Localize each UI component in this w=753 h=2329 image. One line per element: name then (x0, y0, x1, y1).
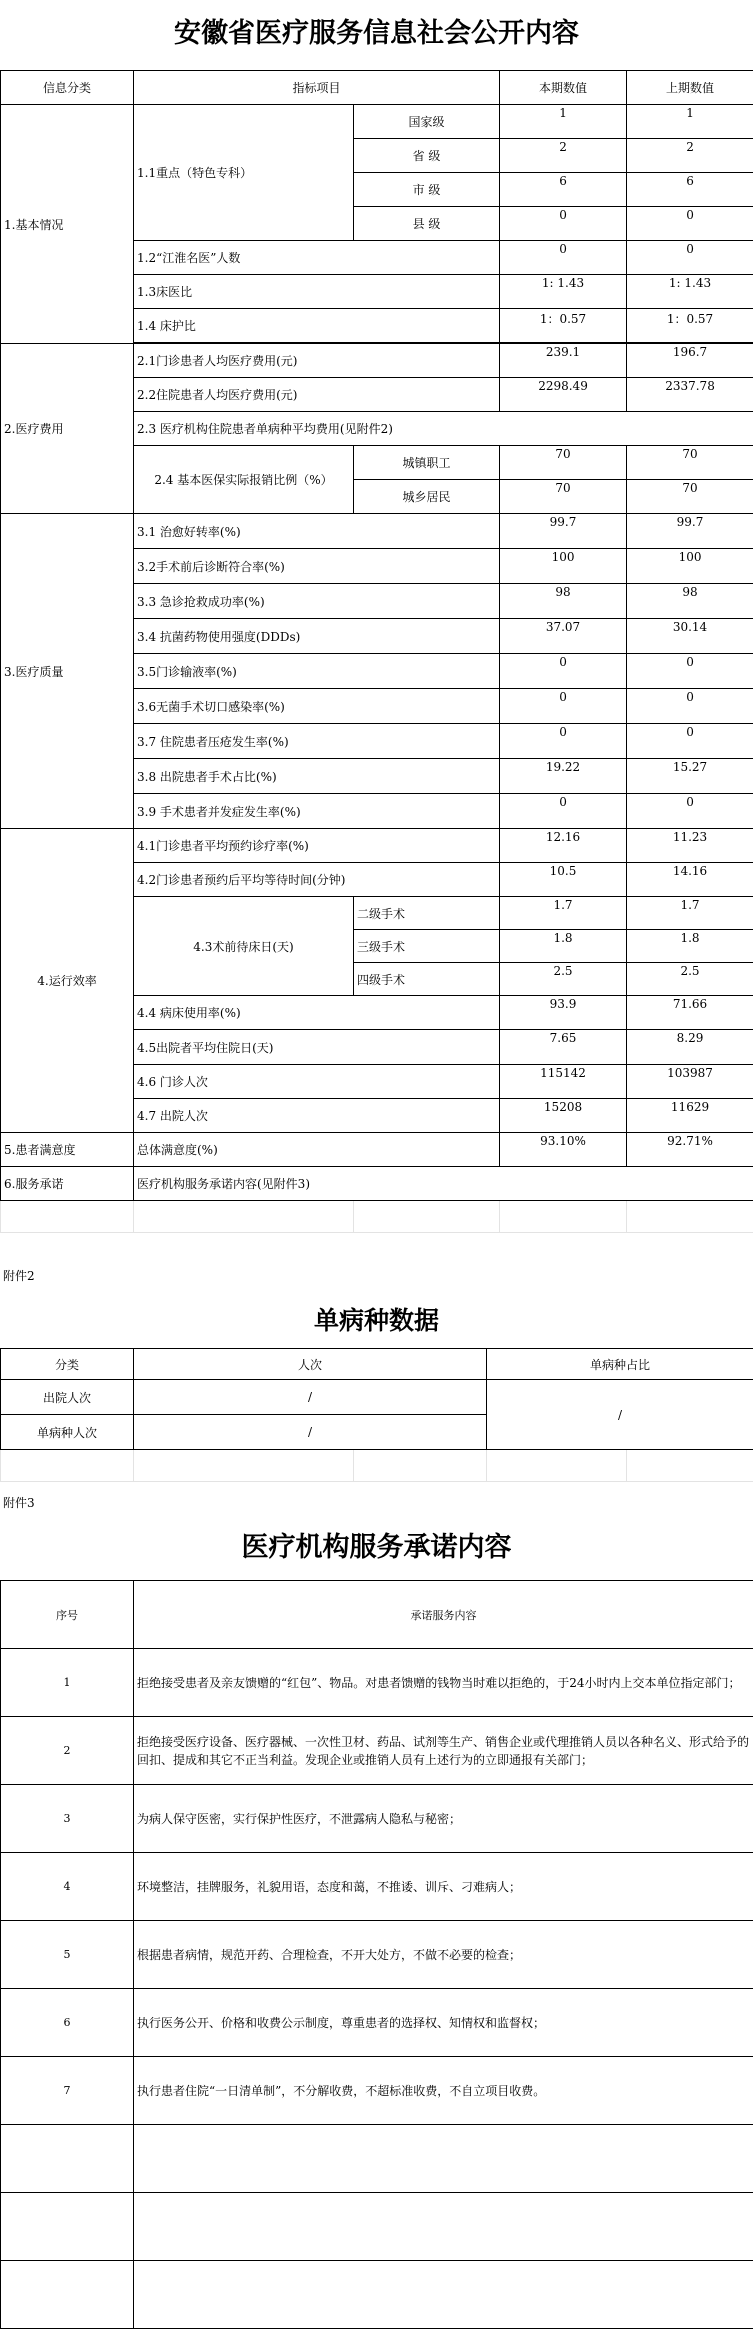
single-disease-table (0, 1348, 753, 1482)
count-value: / (134, 1415, 487, 1450)
current-value: 15208 (500, 1099, 627, 1133)
indicator-label: 3.2手术前后诊断符合率(%) (134, 549, 500, 584)
current-value: 12.16 (500, 829, 627, 863)
current-value: 7.65 (500, 1030, 627, 1065)
table-row (1, 829, 753, 863)
item-text: 为病人保守医密，实行保护性医疗，不泄露病人隐私与秘密； (134, 1785, 753, 1853)
item-number: 2 (1, 1717, 134, 1785)
header-count: 人次 (134, 1349, 487, 1380)
indicator-label: 3.1 治愈好转率(%) (134, 514, 500, 549)
indicator-label: 2.1门诊患者人均医疗费用(元) (134, 344, 500, 378)
indicator-label: 3.3 急诊抢救成功率(%) (134, 584, 500, 619)
previous-value: 70 (627, 480, 753, 514)
sub-label: 二级手术 (354, 897, 500, 930)
page-title: 安徽省医疗服务信息社会公开内容 (174, 18, 579, 49)
current-value: 98 (500, 584, 627, 619)
previous-value: 103987 (627, 1065, 753, 1099)
category-basic: 1.基本情况 (1, 105, 134, 344)
indicator-label: 3.6无菌手术切口感染率(%) (134, 689, 500, 724)
previous-value: 6 (627, 173, 753, 207)
indicator-label: 3.9 手术患者并发症发生率(%) (134, 794, 500, 829)
header-seq: 序号 (1, 1581, 134, 1649)
item-number: 4 (1, 1853, 134, 1921)
current-value: 115142 (500, 1065, 627, 1099)
item-number: 3 (1, 1785, 134, 1853)
header-current: 本期数值 (500, 71, 627, 105)
previous-value: 1.7 (627, 897, 753, 930)
indicator-label: 1.2“江淮名医”人数 (134, 241, 500, 275)
commitment-table (0, 1580, 753, 2329)
current-value: 0 (500, 689, 627, 724)
ratio-value: / (487, 1380, 753, 1450)
previous-value: 11.23 (627, 829, 753, 863)
previous-value: 0 (627, 689, 753, 724)
previous-value: 0 (627, 654, 753, 689)
indicator-label: 4.3术前待床日(天) (134, 897, 354, 996)
row-label: 出院人次 (1, 1380, 134, 1415)
blank-row (1, 2193, 753, 2261)
current-value: 1 (500, 105, 627, 139)
current-value: 1.8 (500, 930, 627, 963)
previous-value: 11629 (627, 1099, 753, 1133)
item-number: 7 (1, 2057, 134, 2125)
item-number: 5 (1, 1921, 134, 1989)
indicator-label: 1.1重点（特色专科） (134, 105, 354, 241)
indicator-label: 总体满意度(%) (134, 1133, 500, 1167)
header-row (1, 1349, 753, 1380)
previous-value: 1 (627, 105, 753, 139)
table-row (1, 344, 753, 378)
current-value: 0 (500, 724, 627, 759)
sub-label: 三级手术 (354, 930, 500, 963)
current-value: 0 (500, 794, 627, 829)
previous-value: 1：0.57 (627, 309, 753, 343)
sub-label: 四级手术 (354, 963, 500, 996)
previous-value: 99.7 (627, 514, 753, 549)
current-value: 1.7 (500, 897, 627, 930)
previous-value: 0 (627, 241, 753, 275)
item-text: 执行医务公开、价格和收费公示制度，尊重患者的选择权、知情权和监督权； (134, 1989, 753, 2057)
current-value: 0 (500, 241, 627, 275)
previous-value: 0 (627, 794, 753, 829)
table-row (1, 1853, 753, 1921)
indicator-label: 医疗机构服务承诺内容(见附件3) (134, 1167, 753, 1201)
current-value: 99.7 (500, 514, 627, 549)
table-row (1, 514, 753, 549)
table-row (1, 1649, 753, 1717)
table-row (1, 1785, 753, 1853)
table-row (1, 1989, 753, 2057)
item-text: 根据患者病情，规范开药、合理检查，不开大处方，不做不必要的检查； (134, 1921, 753, 1989)
previous-value: 30.14 (627, 619, 753, 654)
header-category: 分类 (1, 1349, 134, 1380)
previous-value: 2 (627, 139, 753, 173)
indicator-label: 4.1门诊患者平均预约诊疗率(%) (134, 829, 500, 863)
current-value: 93.10% (500, 1133, 627, 1167)
indicator-label: 3.4 抗菌药物使用强度(DDDs) (134, 619, 500, 654)
current-value: 70 (500, 446, 627, 480)
indicator-label: 2.4 基本医保实际报销比例（%） (134, 446, 354, 514)
item-number: 6 (1, 1989, 134, 2057)
previous-value: 92.71% (627, 1133, 753, 1167)
previous-value: 2337.78 (627, 378, 753, 412)
current-value: 1：0.57 (500, 309, 627, 343)
blank-row (1, 2125, 753, 2193)
level-label: 县 级 (354, 207, 500, 241)
header-row (1, 71, 753, 105)
indicator-label: 2.2住院患者人均医疗费用(元) (134, 378, 500, 412)
current-value: 93.9 (500, 996, 627, 1030)
indicator-label: 4.4 病床使用率(%) (134, 996, 500, 1030)
table-row (1, 2057, 753, 2125)
indicator-label: 4.2门诊患者预约后平均等待时间(分钟) (134, 863, 500, 897)
table-row (1, 1133, 753, 1167)
level-label: 市 级 (354, 173, 500, 207)
table-row (1, 105, 753, 139)
current-value: 10.5 (500, 863, 627, 897)
current-value: 70 (500, 480, 627, 514)
sub-label: 城乡居民 (354, 480, 500, 514)
previous-value: 0 (627, 207, 753, 241)
previous-value: 1: 1.43 (627, 275, 753, 309)
attachment-note: 附件3 (3, 1496, 35, 1510)
indicator-label: 4.7 出院人次 (134, 1099, 500, 1133)
current-value: 0 (500, 207, 627, 241)
category-commitment: 6.服务承诺 (1, 1167, 134, 1201)
category-efficiency: 4.运行效率 (1, 829, 134, 1133)
blank-row (1, 2261, 753, 2329)
previous-value: 2.5 (627, 963, 753, 996)
level-label: 国家级 (354, 105, 500, 139)
previous-value: 100 (627, 549, 753, 584)
previous-value: 71.66 (627, 996, 753, 1030)
current-value: 1: 1.43 (500, 275, 627, 309)
previous-value: 70 (627, 446, 753, 480)
table-row (1, 1167, 753, 1201)
item-text: 执行患者住院“一日清单制”，不分解收费，不超标准收费，不自立项目收费。 (134, 2057, 753, 2125)
table-row (1, 1921, 753, 1989)
current-value: 2 (500, 139, 627, 173)
sub-label: 城镇职工 (354, 446, 500, 480)
indicator-label: 3.7 住院患者压疮发生率(%) (134, 724, 500, 759)
current-value: 0 (500, 654, 627, 689)
item-text: 环境整洁，挂牌服务，礼貌用语，态度和蔼，不推诿、训斥、刁难病人； (134, 1853, 753, 1921)
indicator-label: 1.4 床护比 (134, 309, 500, 343)
category-satisfaction: 5.患者满意度 (1, 1133, 134, 1167)
indicator-label: 3.5门诊输液率(%) (134, 654, 500, 689)
header-indicator: 指标项目 (134, 71, 500, 105)
table-row (1, 1380, 753, 1415)
current-value: 2.5 (500, 963, 627, 996)
previous-value: 0 (627, 724, 753, 759)
indicator-label: 2.3 医疗机构住院患者单病种平均费用(见附件2) (134, 412, 753, 446)
header-row (1, 1581, 753, 1649)
blank-row (1, 1201, 753, 1233)
item-text: 拒绝接受医疗设备、医疗器械、一次性卫材、药品、试剂等生产、销售企业或代理推销人员以各种名义、形式给予的回扣、提成和其它不正当利益。发现企业或推销人员有上述行为的立即通报有关部门； (134, 1717, 753, 1785)
previous-value: 98 (627, 584, 753, 619)
header-content: 承诺服务内容 (134, 1581, 753, 1649)
category-cost: 2.医疗费用 (1, 344, 134, 514)
previous-value: 8.29 (627, 1030, 753, 1065)
attachment-note: 附件2 (3, 1269, 35, 1283)
header-category: 信息分类 (1, 71, 134, 105)
header-ratio: 单病种占比 (487, 1349, 753, 1380)
item-text: 拒绝接受患者及亲友馈赠的“红包”、物品。对患者馈赠的钱物当时难以拒绝的，于24小时内上交本单位指定部门； (134, 1649, 753, 1717)
indicator-table (0, 70, 753, 1233)
row-label: 单病种人次 (1, 1415, 134, 1450)
indicator-label: 1.3床医比 (134, 275, 500, 309)
indicator-label: 4.6 门诊人次 (134, 1065, 500, 1099)
current-value: 37.07 (500, 619, 627, 654)
indicator-label: 3.8 出院患者手术占比(%) (134, 759, 500, 794)
previous-value: 196.7 (627, 344, 753, 378)
header-previous: 上期数值 (627, 71, 753, 105)
previous-value: 15.27 (627, 759, 753, 794)
item-number: 1 (1, 1649, 134, 1717)
current-value: 239.1 (500, 344, 627, 378)
previous-value: 1.8 (627, 930, 753, 963)
count-value: / (134, 1380, 487, 1415)
section-title: 医疗机构服务承诺内容 (241, 1532, 512, 1563)
current-value: 19.22 (500, 759, 627, 794)
section-title: 单病种数据 (313, 1306, 439, 1335)
table-row (1, 1717, 753, 1785)
category-quality: 3.医疗质量 (1, 514, 134, 829)
level-label: 省 级 (354, 139, 500, 173)
previous-value: 14.16 (627, 863, 753, 897)
current-value: 2298.49 (500, 378, 627, 412)
indicator-label: 4.5出院者平均住院日(天) (134, 1030, 500, 1065)
current-value: 100 (500, 549, 627, 584)
current-value: 6 (500, 173, 627, 207)
blank-row (1, 1450, 753, 1482)
